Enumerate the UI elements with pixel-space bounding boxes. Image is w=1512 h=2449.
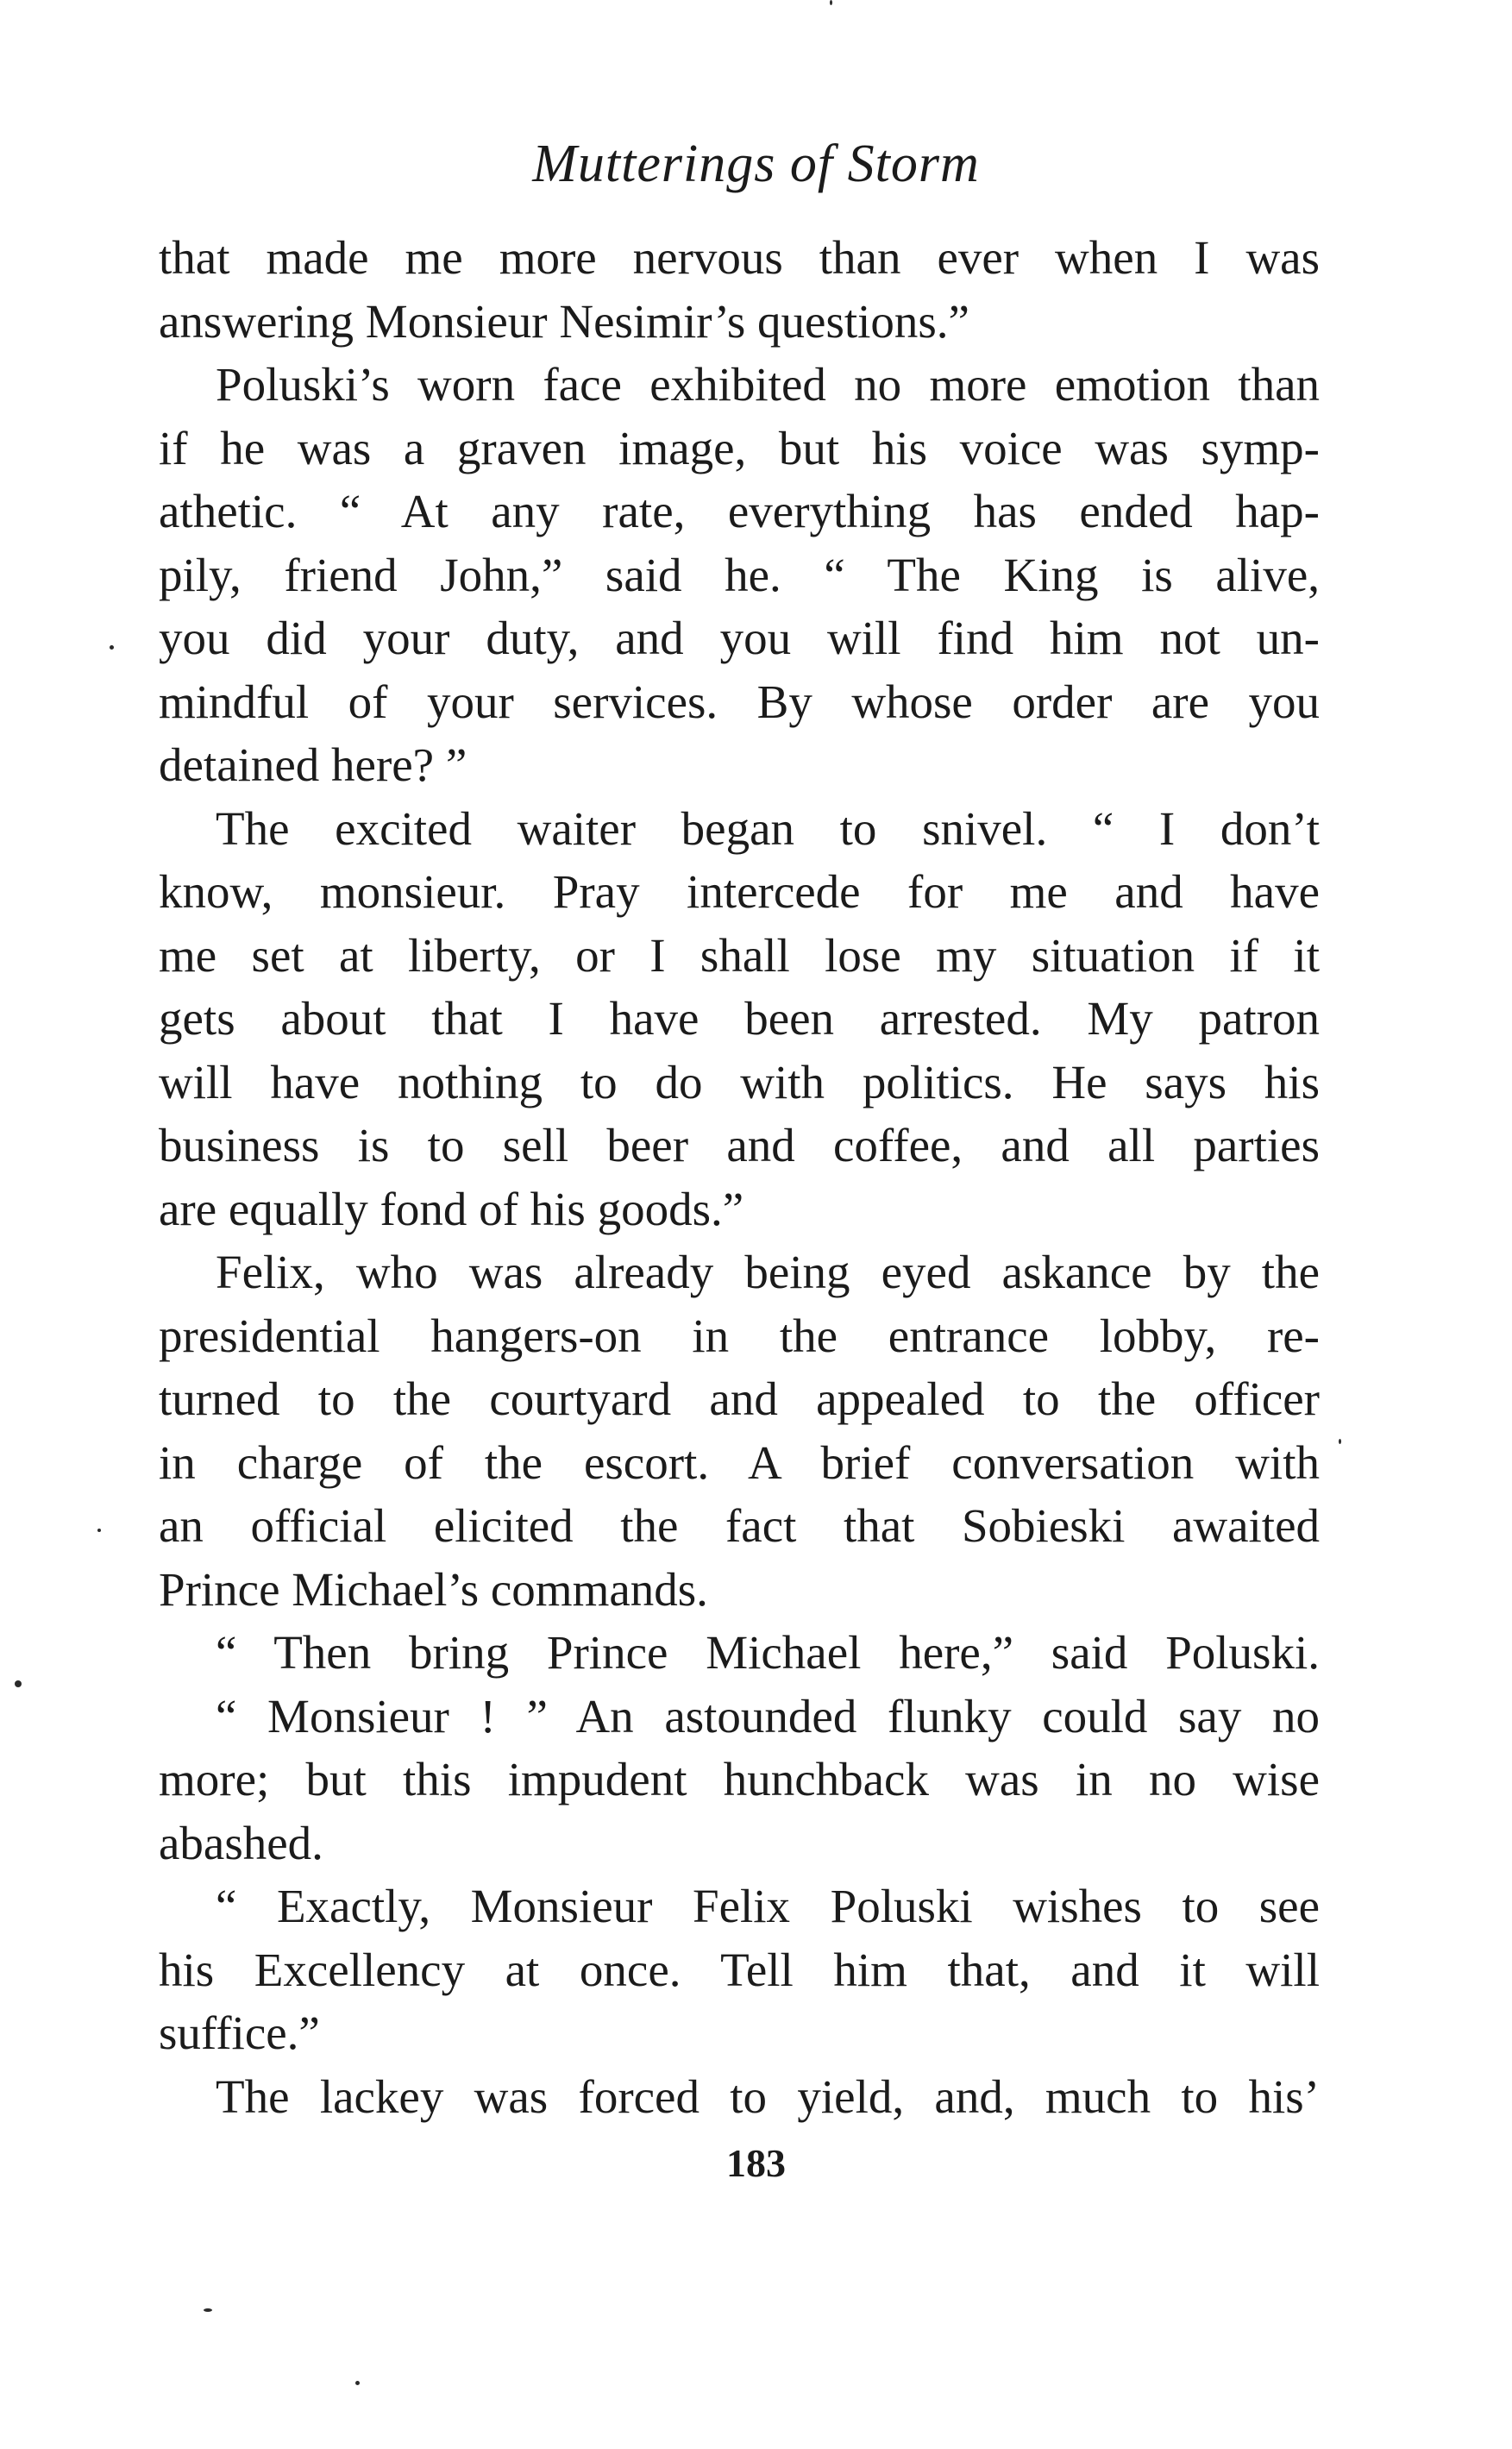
text-line: in charge of the escort. A brief conversation with (159, 1435, 1320, 1489)
text-line: The excited waiter began to snivel. “ I don’t (216, 801, 1320, 855)
text-line: pily, friend John,” said he. “ The King is alive, (159, 548, 1320, 601)
text-line: The lackey was forced to yield, and, much to his’ (216, 2069, 1320, 2123)
text-line: me set at liberty, or I shall lose my situation if it (159, 928, 1320, 982)
text-line: presidential hangers-on in the entrance lobby, re- (159, 1309, 1320, 1362)
text-line: gets about that I have been arrested. My patron (159, 992, 1320, 1045)
scan-speck (110, 645, 114, 650)
text-line: that made me more nervous than ever when I was (159, 231, 1320, 284)
scan-speck (355, 2381, 360, 2385)
text-line: mindful of your services. By whose order are you (159, 675, 1320, 728)
body-text (159, 226, 1320, 2128)
text-line: “ Monsieur ! ” An astounded flunky could say no (216, 1689, 1320, 1743)
scan-speck (1339, 1439, 1341, 1444)
text-line: will have nothing to do with politics. He says his (159, 1055, 1320, 1108)
text-line: “ Exactly, Monsieur Felix Poluski wishes to see (216, 1880, 1320, 1932)
text-line: Poluski’s worn face exhibited no more emotion than (216, 358, 1320, 411)
text-line: abashed. (159, 1816, 323, 1869)
text-line: turned to the courtyard and appealed to the officer (159, 1372, 1320, 1425)
text-line: business is to sell beer and coffee, and all parties (159, 1119, 1320, 1171)
scan-speck (830, 0, 832, 5)
text-line: answering Monsieur Nesimir’s questions.” (159, 294, 969, 348)
text-line: know, monsieur. Pray intercede for me and have (159, 865, 1320, 918)
text-line: “ Then bring Prince Michael here,” said Poluski. (216, 1626, 1320, 1679)
scan-speck (204, 2308, 212, 2312)
text-line: Prince Michael’s commands. (159, 1562, 708, 1616)
text-line: athetic. “ At any rate, everything has ended hap- (159, 485, 1320, 537)
text-line: Felix, who was already being eyed askance by the (216, 1246, 1320, 1298)
running-head: Mutterings of Storm (532, 135, 980, 193)
text-line: his Excellency at once. Tell him that, and it will (159, 1943, 1320, 1996)
page-number: 183 (726, 2141, 786, 2185)
text-line: an official elicited the fact that Sobieski awaited (159, 1499, 1320, 1552)
text-line: more; but this impudent hunchback was in no wise (159, 1753, 1320, 1805)
text-line: are equally fond of his goods.” (159, 1182, 744, 1235)
text-line: detained here? ” (159, 738, 467, 791)
text-line: if he was a graven image, but his voice was symp- (159, 421, 1320, 474)
text-line: you did your duty, and you will find him not un- (159, 612, 1320, 664)
scan-speck (15, 1680, 22, 1687)
scan-speck (97, 1529, 101, 1532)
text-line: suffice.” (159, 2006, 320, 2059)
